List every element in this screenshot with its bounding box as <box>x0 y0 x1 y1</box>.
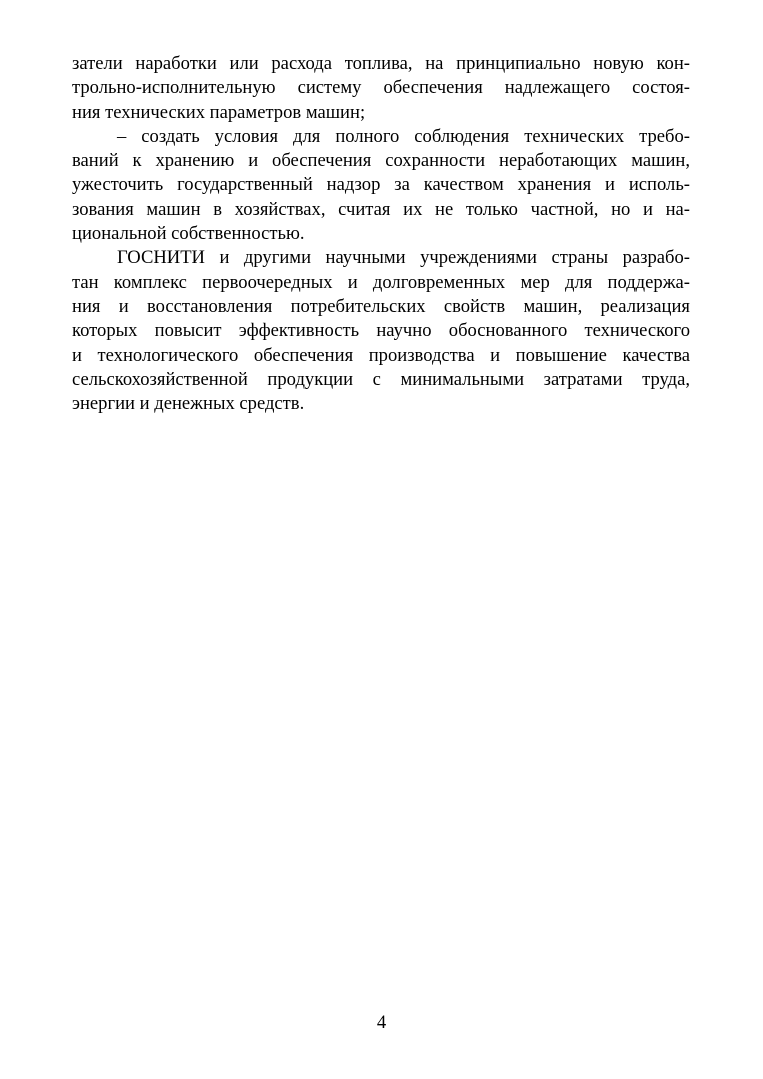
text-line: ваний к хранению и обеспечения сохранности неработающих машин, <box>72 150 690 172</box>
paragraph-fuel-control <box>72 52 690 125</box>
text-line: трольно-исполнительную систему обеспечения надлежащего состоя- <box>72 77 690 99</box>
text-line: которых повысит эффективность научно обоснованного технического <box>72 320 690 342</box>
text-line: ГОСНИТИ и другими научными учреждениями страны разрабо- <box>117 247 690 269</box>
page-number: 4 <box>376 1012 387 1033</box>
text-line: зования машин в хозяйствах, считая их не только частной, но и на- <box>72 198 690 220</box>
paragraph-gosniti-measures <box>72 246 690 416</box>
paragraph-storage-conditions <box>72 125 690 246</box>
document-body <box>72 52 690 416</box>
text-line: ния и восстановления потребительских свойств машин, реализация <box>72 295 690 317</box>
text-line: ния технических параметров машин; <box>72 101 366 123</box>
text-line: затели наработки или расхода топлива, на принципиально новую кон- <box>72 53 690 74</box>
text-line: тан комплекс первоочередных и долговременных мер для поддержа- <box>72 271 690 293</box>
text-line: циональной собственностью. <box>72 223 305 245</box>
text-line: ужесточить государственный надзор за качеством хранения и исполь- <box>72 174 690 196</box>
text-line: и технологического обеспечения производства и повышение качества <box>72 344 690 366</box>
text-line: сельскохозяйственной продукции с минимальными затратами труда, <box>72 368 690 390</box>
text-line: – создать условия для полного соблюдения технических требо- <box>117 125 690 147</box>
text-line: энергии и денежных средств. <box>72 393 305 415</box>
